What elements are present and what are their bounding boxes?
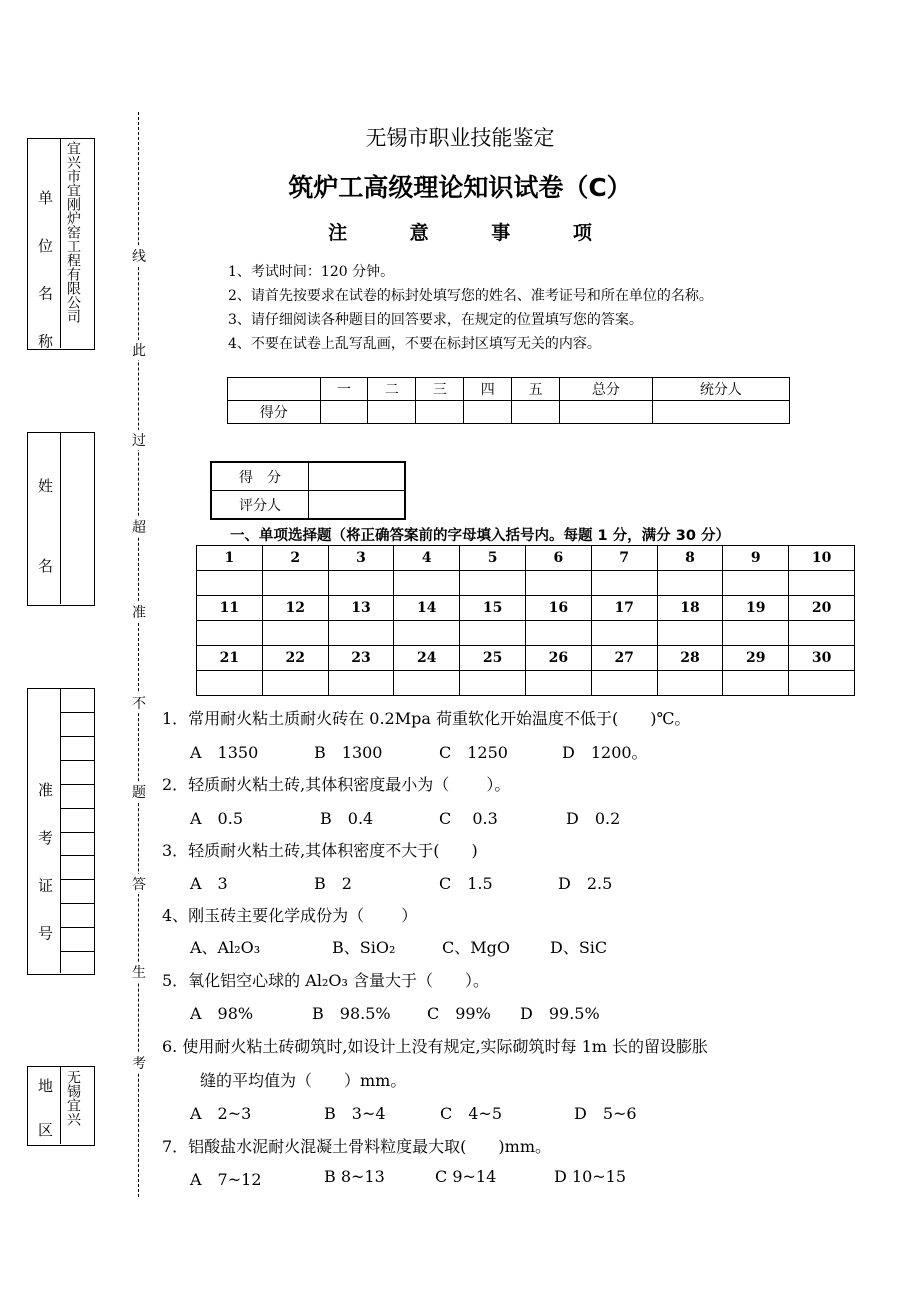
- score-cell[interactable]: [320, 401, 368, 424]
- score-header-row: [228, 378, 790, 401]
- answer-input-cell[interactable]: [789, 571, 855, 596]
- answer-number-cell: 20: [789, 596, 855, 621]
- answer-number-cell: 13: [328, 596, 394, 621]
- score-table: [227, 377, 790, 424]
- exam-id-cell-divider: [60, 879, 94, 880]
- answer-number-cell: 3: [328, 546, 394, 571]
- question-stem: 2．轻质耐火粘土砖,其体积密度最小为（ ）。: [162, 775, 511, 794]
- answer-input-cell[interactable]: [723, 671, 789, 696]
- score-cell[interactable]: [560, 401, 653, 424]
- exam-title: 筑炉工高级理论知识试卷（C）: [288, 173, 632, 202]
- answer-number-cell: 14: [394, 596, 460, 621]
- option-b: B 98.5%: [312, 1004, 391, 1023]
- answer-input-row: [197, 621, 855, 646]
- answer-number-cell: 27: [591, 646, 657, 671]
- option-d: D 99.5%: [520, 1004, 600, 1023]
- name-divider: [60, 433, 61, 604]
- answer-input-cell[interactable]: [789, 671, 855, 696]
- option-a: A 2~3: [190, 1104, 252, 1123]
- score-cell[interactable]: [512, 401, 560, 424]
- answer-input-cell[interactable]: [525, 621, 591, 646]
- answer-input-cell[interactable]: [460, 621, 526, 646]
- score-header-cell: 四: [464, 378, 512, 401]
- notice-item: 1、考试时间：120 分钟。: [228, 264, 395, 280]
- name-label: 姓 名: [36, 478, 54, 603]
- org-name: 无锡市职业技能鉴定: [365, 126, 555, 150]
- option-d: D 5~6: [574, 1104, 637, 1123]
- answer-number-cell: 8: [657, 546, 723, 571]
- score-header-cell: 统分人: [652, 378, 789, 401]
- seal-char: 答: [131, 874, 147, 894]
- section-title: 一、单项选择题（将正确答案前的字母填入括号内。每题 1 分，满分 30 分）: [230, 528, 730, 544]
- answer-number-cell: 6: [525, 546, 591, 571]
- answer-input-cell[interactable]: [328, 571, 394, 596]
- option-c: C 0.3: [439, 809, 498, 828]
- exam-id-cell-divider: [60, 951, 94, 952]
- grader-name-label: 评分人: [211, 491, 309, 520]
- option-c: C 1250: [439, 743, 508, 762]
- grader-score-cell[interactable]: [309, 462, 406, 491]
- score-header-cell: 三: [416, 378, 464, 401]
- answer-number-cell: 30: [789, 646, 855, 671]
- score-header-cell: 一: [320, 378, 368, 401]
- region-value: 无锡宜兴: [65, 1070, 81, 1126]
- question-stem: 5．氧化铝空心球的 Al₂O₃ 含量大于（ ）。: [162, 971, 489, 990]
- answer-number-cell: 23: [328, 646, 394, 671]
- answer-number-cell: 29: [723, 646, 789, 671]
- answer-input-cell[interactable]: [394, 671, 460, 696]
- answer-number-cell: 17: [591, 596, 657, 621]
- answer-number-cell: 12: [262, 596, 328, 621]
- option-b: B 1300: [314, 743, 383, 762]
- answer-number-cell: 5: [460, 546, 526, 571]
- answer-input-cell[interactable]: [723, 571, 789, 596]
- exam-id-cell-divider: [60, 927, 94, 928]
- grader-name-cell[interactable]: [309, 491, 406, 520]
- option-c: C 99%: [427, 1004, 491, 1023]
- answer-number-row: [197, 596, 855, 621]
- answer-number-cell: 25: [460, 646, 526, 671]
- answer-input-cell[interactable]: [525, 671, 591, 696]
- option-a: A 3: [190, 874, 228, 893]
- answer-input-cell[interactable]: [328, 671, 394, 696]
- question-stem: 6. 使用耐火粘土砖砌筑时,如设计上没有规定,实际砌筑时每 1m 长的留设膨胀: [162, 1037, 709, 1056]
- unit-name-value: 宜兴市宜刚炉窑工程有限公司: [65, 141, 81, 323]
- question-options: [190, 871, 790, 891]
- option-c: C 1.5: [439, 874, 493, 893]
- score-header-cell: 五: [512, 378, 560, 401]
- answer-number-row: [197, 546, 855, 571]
- answer-number-cell: 18: [657, 596, 723, 621]
- exam-id-cell-divider: [60, 832, 94, 833]
- question-options: [190, 806, 790, 826]
- answer-grid: [196, 545, 855, 696]
- answer-number-cell: 2: [262, 546, 328, 571]
- notice-item: 3、请仔细阅读各种题目的回答要求，在规定的位置填写您的答案。: [228, 312, 643, 328]
- region-label: 地 区: [36, 1078, 54, 1149]
- answer-input-cell[interactable]: [262, 571, 328, 596]
- grader-box: [210, 461, 406, 520]
- score-cell[interactable]: [368, 401, 416, 424]
- seal-char: 题: [131, 782, 147, 802]
- answer-input-cell[interactable]: [262, 621, 328, 646]
- question-options: [190, 935, 790, 955]
- seal-char: 考: [131, 1053, 147, 1073]
- seal-char: 过: [131, 430, 147, 450]
- answer-number-cell: 1: [197, 546, 263, 571]
- answer-number-cell: 22: [262, 646, 328, 671]
- exam-id-cell-divider: [60, 784, 94, 785]
- question-stem: 3．轻质耐火粘土砖,其体积密度不大于( ): [162, 841, 478, 860]
- exam-id-cell-divider: [60, 712, 94, 713]
- exam-id-cell-divider: [60, 760, 94, 761]
- notice-item: 2、请首先按要求在试卷的标封处填写您的姓名、准考证号和所在单位的名称。: [228, 288, 713, 304]
- option-b: B 3~4: [324, 1104, 386, 1123]
- question-options: [190, 740, 790, 760]
- answer-input-cell[interactable]: [460, 571, 526, 596]
- score-cell[interactable]: [464, 401, 512, 424]
- seal-char: 线: [131, 246, 147, 266]
- option-c: C 4~5: [440, 1104, 503, 1123]
- question-options: [190, 1101, 790, 1121]
- option-a: A 1350: [190, 743, 259, 762]
- notice-item: 4、不要在试卷上乱写乱画，不要在标封区填写无关的内容。: [228, 336, 601, 352]
- question-stem: 7．铝酸盐水泥耐火混凝土骨料粒度最大取( )mm。: [162, 1137, 552, 1156]
- question-stem-continuation: 缝的平均值为（ ）mm。: [200, 1071, 407, 1090]
- exam-id-cell-divider: [60, 736, 94, 737]
- answer-input-cell[interactable]: [657, 571, 723, 596]
- exam-id-cells[interactable]: [60, 688, 95, 975]
- answer-input-cell[interactable]: [657, 621, 723, 646]
- seal-char: 准: [131, 602, 147, 622]
- unit-name-label: 单 位 名 称: [36, 190, 54, 363]
- question-options: [190, 1167, 790, 1187]
- answer-number-cell: 21: [197, 646, 263, 671]
- answer-input-cell[interactable]: [197, 571, 263, 596]
- answer-input-cell[interactable]: [591, 671, 657, 696]
- option-b: B 2: [314, 874, 352, 893]
- option-b: B 0.4: [320, 809, 374, 828]
- answer-number-cell: 4: [394, 546, 460, 571]
- answer-number-row: [197, 646, 855, 671]
- option-b: B、SiO₂: [332, 938, 396, 957]
- score-cell[interactable]: [416, 401, 464, 424]
- option-b: B 8~13: [324, 1167, 385, 1186]
- region-divider: [60, 1067, 61, 1144]
- option-d: D、SiC: [550, 938, 608, 957]
- answer-input-cell[interactable]: [591, 621, 657, 646]
- answer-input-cell[interactable]: [789, 621, 855, 646]
- seal-char: 此: [131, 340, 147, 360]
- answer-number-cell: 10: [789, 546, 855, 571]
- question-stem: 1．常用耐火粘土质耐火砖在 0.2Mpa 荷重软化开始温度不低于( )℃。: [162, 709, 691, 728]
- answer-input-cell[interactable]: [394, 621, 460, 646]
- answer-number-cell: 28: [657, 646, 723, 671]
- score-header-cell: 二: [368, 378, 416, 401]
- score-cell[interactable]: [652, 401, 789, 424]
- score-header-cell: 总分: [560, 378, 653, 401]
- answer-input-cell[interactable]: [262, 671, 328, 696]
- score-value-row: [228, 401, 790, 424]
- answer-input-cell[interactable]: [197, 621, 263, 646]
- answer-input-cell[interactable]: [328, 621, 394, 646]
- answer-input-cell[interactable]: [591, 571, 657, 596]
- option-a: A、Al₂O₃: [190, 938, 261, 957]
- exam-id-label: 准 考 证 号: [36, 782, 54, 955]
- answer-number-cell: 11: [197, 596, 263, 621]
- option-d: D 2.5: [558, 874, 613, 893]
- answer-input-cell[interactable]: [525, 571, 591, 596]
- answer-number-cell: 7: [591, 546, 657, 571]
- answer-number-cell: 19: [723, 596, 789, 621]
- answer-input-cell[interactable]: [197, 671, 263, 696]
- option-d: D 10~15: [554, 1167, 627, 1186]
- question-stem: 4、刚玉砖主要化学成份为（ ）: [162, 906, 418, 925]
- answer-number-cell: 26: [525, 646, 591, 671]
- answer-number-cell: 9: [723, 546, 789, 571]
- question-options: [190, 1001, 790, 1021]
- option-a: A 7~12: [190, 1170, 262, 1189]
- answer-input-cell[interactable]: [657, 671, 723, 696]
- option-c: C、MgO: [442, 938, 510, 957]
- answer-number-cell: 15: [460, 596, 526, 621]
- answer-input-cell[interactable]: [394, 571, 460, 596]
- answer-input-cell[interactable]: [723, 621, 789, 646]
- option-d: D 1200。: [562, 743, 648, 762]
- seal-char: 超: [131, 517, 147, 537]
- answer-number-cell: 16: [525, 596, 591, 621]
- score-header-cell: [228, 378, 321, 401]
- seal-char: 生: [131, 962, 147, 982]
- seal-line: [138, 112, 139, 1197]
- seal-char: 不: [131, 693, 147, 713]
- option-c: C 9~14: [435, 1167, 497, 1186]
- option-a: A 98%: [190, 1004, 254, 1023]
- answer-number-cell: 24: [394, 646, 460, 671]
- exam-id-cell-divider: [60, 808, 94, 809]
- grader-score-label: 得 分: [211, 462, 309, 491]
- answer-input-cell[interactable]: [460, 671, 526, 696]
- score-row-label: 得分: [228, 401, 321, 424]
- answer-input-row: [197, 671, 855, 696]
- exam-id-cell-divider: [60, 855, 94, 856]
- option-d: D 0.2: [566, 809, 621, 828]
- notice-title: 注 意 事 项: [328, 222, 620, 244]
- exam-id-cell-divider: [60, 903, 94, 904]
- option-a: A 0.5: [190, 809, 244, 828]
- answer-input-row: [197, 571, 855, 596]
